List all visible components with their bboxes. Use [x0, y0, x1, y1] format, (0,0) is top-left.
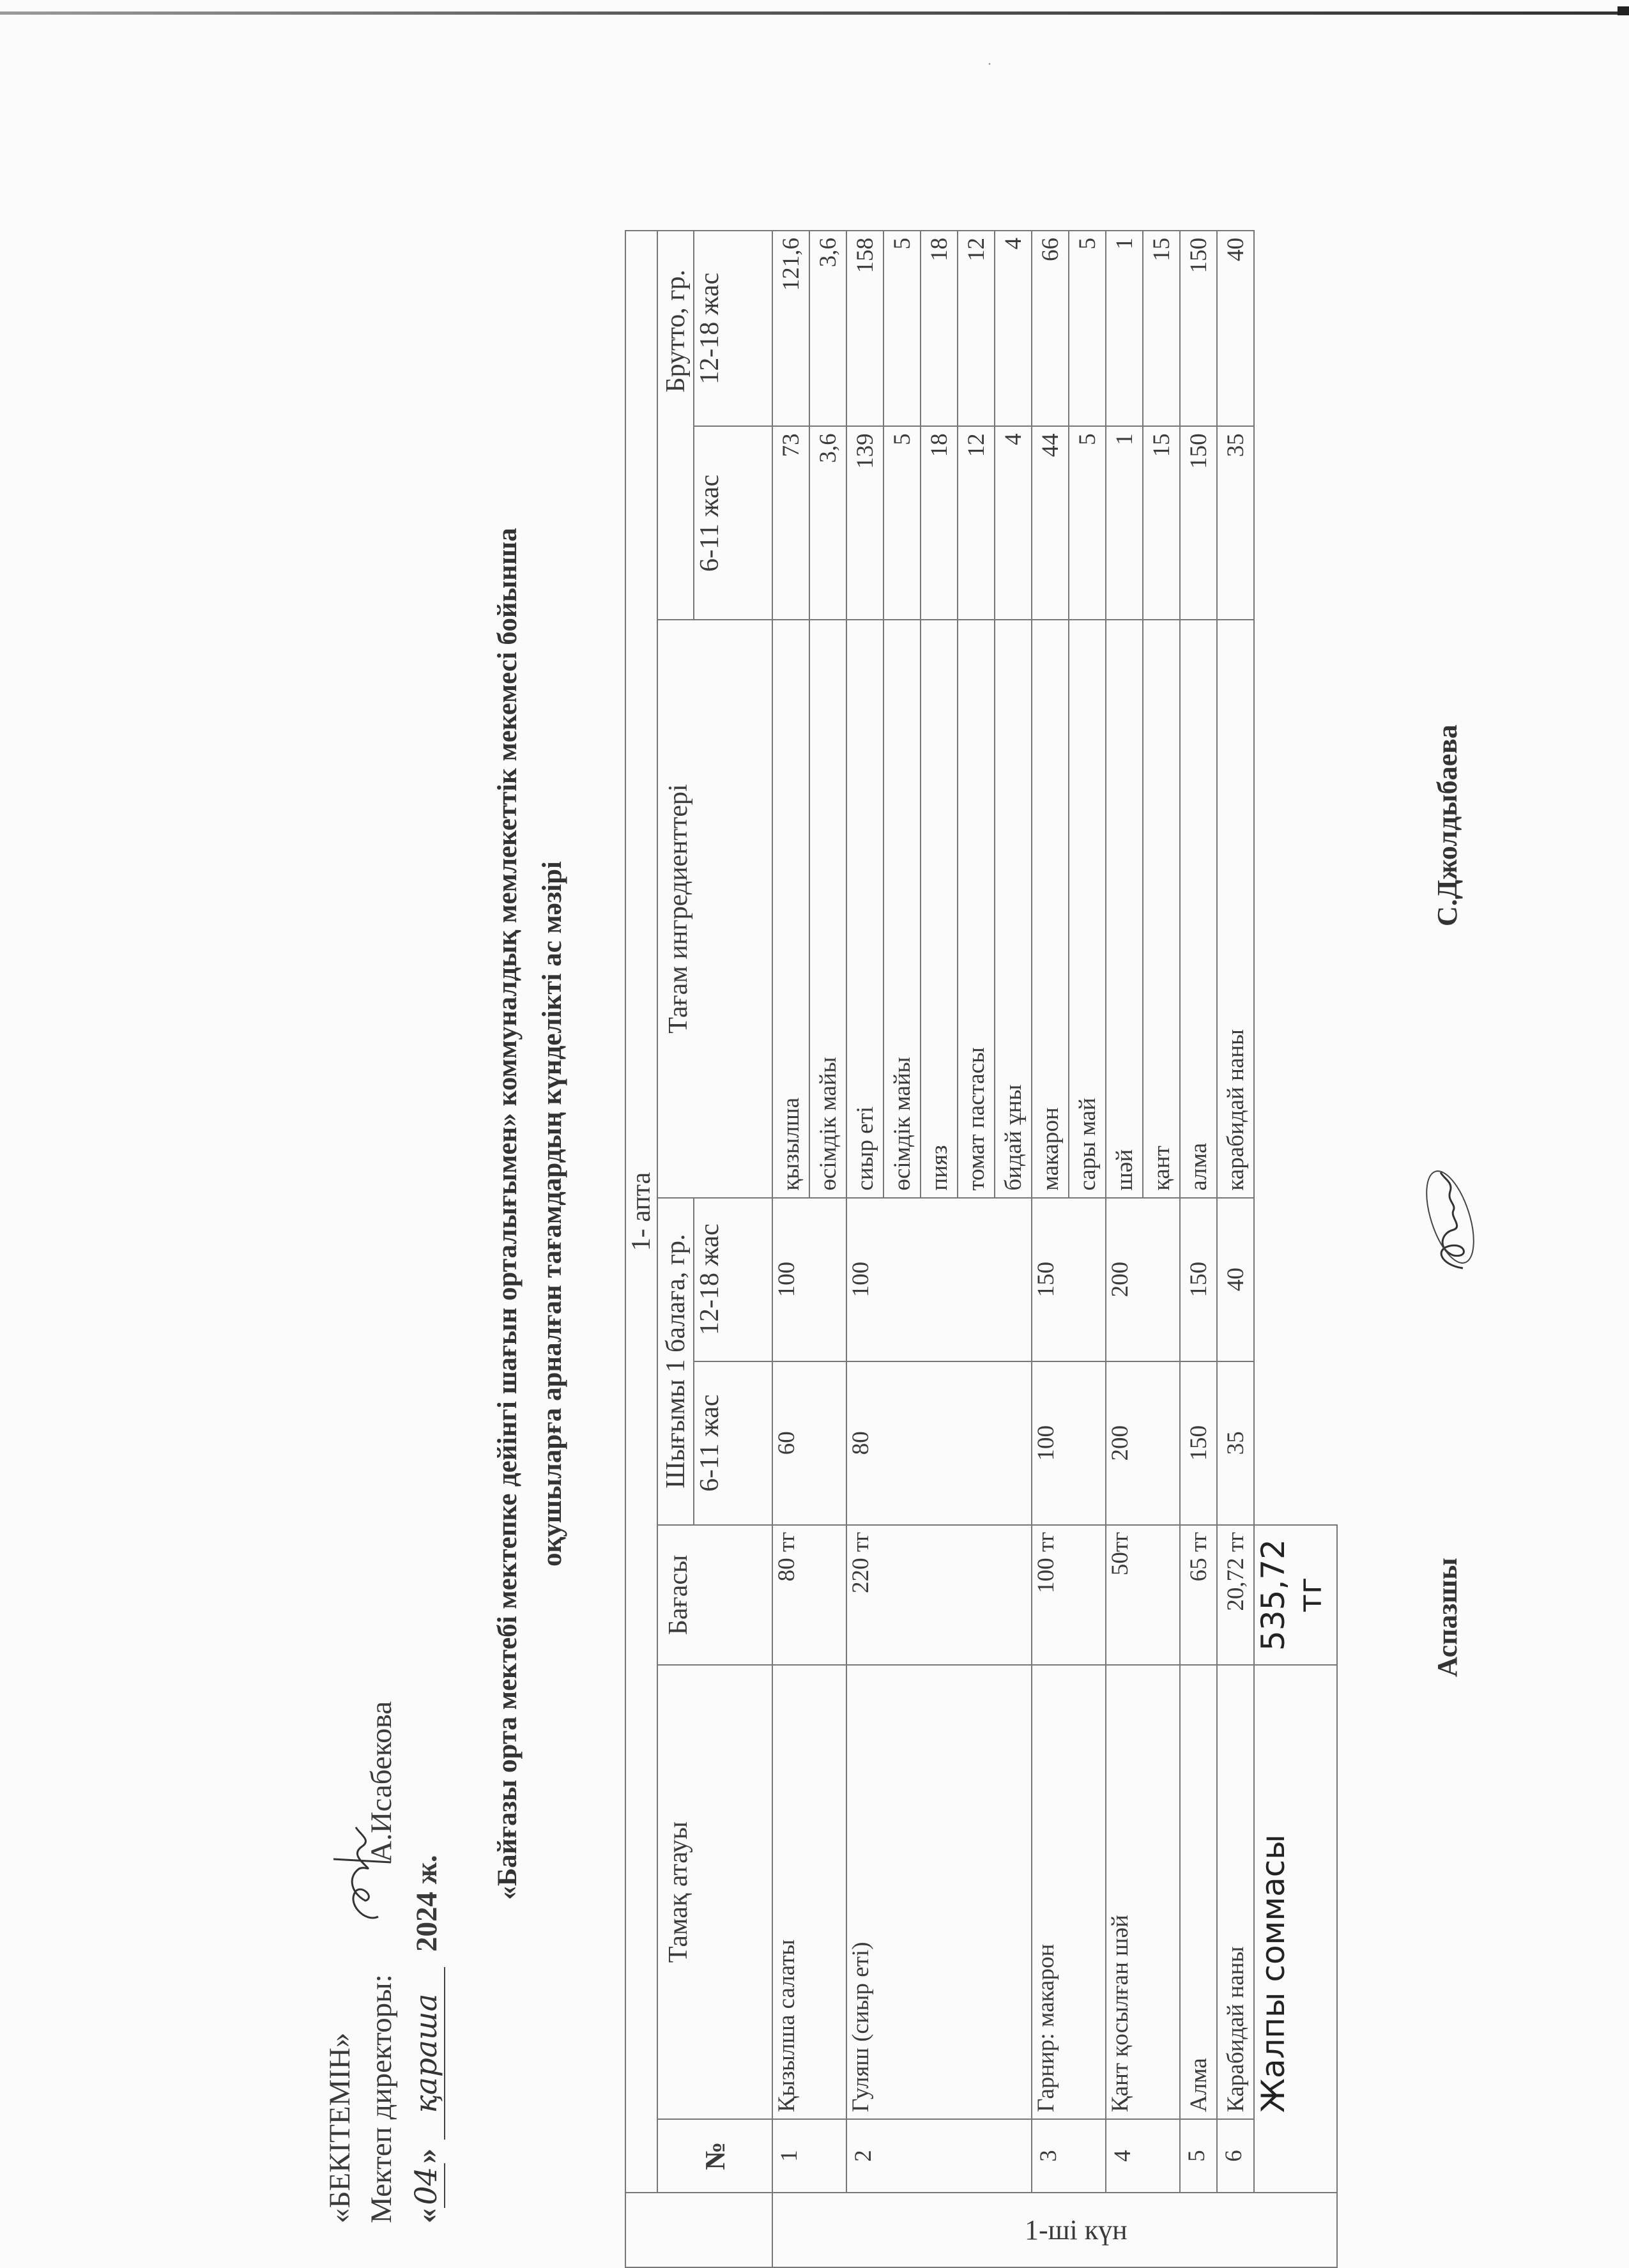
date-year: 2024 ж.	[410, 1855, 443, 1952]
ingredient: өсімдік майы	[809, 620, 846, 1197]
brutto-12-18: 1	[1106, 231, 1143, 426]
brutto-12-18: 66	[1032, 231, 1069, 426]
brutto-6-11: 35	[1217, 426, 1254, 620]
dish-name: Қант қосылған шәй	[1106, 1665, 1180, 2119]
dish-price: 220 тг	[846, 1525, 1032, 1665]
portion-12-18: 100	[846, 1198, 1032, 1361]
portion-6-11: 150	[1180, 1361, 1217, 1525]
portion-6-11: 100	[1032, 1361, 1106, 1525]
ingredient: пияз	[921, 620, 958, 1197]
dish-price: 80 тг	[772, 1525, 846, 1665]
ingredient: өсімдік майы	[883, 620, 921, 1197]
approval-title: «БЕКІТЕМІН»	[323, 2032, 356, 2223]
total-unit: тг	[1292, 1577, 1329, 1613]
brutto-6-11: 12	[958, 426, 995, 620]
header-dish-name: Тамақ атауы	[657, 1665, 772, 2119]
brutto-12-18: 40	[1217, 231, 1254, 426]
portion-6-11: 60	[772, 1361, 846, 1525]
date-open-quote: «	[410, 2208, 443, 2223]
row-number: 2	[846, 2119, 1032, 2193]
brutto-6-11: 4	[995, 426, 1032, 620]
ingredient: сиыр еті	[846, 620, 883, 1197]
brutto-12-18: 12	[958, 231, 995, 426]
dish-name: Гарнир: макарон	[1032, 1665, 1106, 2119]
portion-12-18: 40	[1217, 1198, 1254, 1361]
row-number: 3	[1032, 2119, 1106, 2193]
dish-name: Гуляш (сиыр еті)	[846, 1665, 1032, 2119]
total-spacer	[1254, 2119, 1337, 2193]
portion-6-11: 35	[1217, 1361, 1254, 1525]
total-label: Жалпы соммасы	[1254, 1665, 1337, 2119]
portion-6-11: 80	[846, 1361, 1032, 1525]
date-month: қараша	[409, 1967, 445, 2140]
brutto-6-11: 5	[1069, 426, 1106, 620]
brutto-6-11: 1	[1106, 426, 1143, 620]
ingredient: карабидай наны	[1217, 620, 1254, 1197]
total-empty-area	[1254, 231, 1337, 1525]
ingredient: бидай ұны	[995, 620, 1032, 1197]
cook-signature	[1415, 1169, 1485, 1278]
header-number: №	[657, 2119, 772, 2193]
header-ingredients: Тағам ингредиенттері	[657, 620, 772, 1197]
header-portion-12-18: 12-18 жас	[694, 1198, 772, 1361]
director-signature	[327, 1821, 397, 1929]
dish-price: 20,72 тг	[1217, 1525, 1254, 1665]
ingredient: макарон	[1032, 620, 1069, 1197]
dish-price: 50тг	[1106, 1525, 1180, 1665]
brutto-6-11: 139	[846, 426, 883, 620]
menu-table	[625, 230, 1338, 2268]
brutto-6-11: 18	[921, 426, 958, 620]
brutto-6-11: 3,6	[809, 426, 846, 620]
row-number: 4	[1106, 2119, 1180, 2193]
header-price: Бағасы	[657, 1525, 772, 1665]
ingredient: қант	[1143, 620, 1180, 1197]
cook-name: С.Джолдыбаева	[1432, 724, 1463, 926]
total-value-cell	[1254, 1525, 1337, 1665]
ingredient: қызылша	[772, 620, 809, 1197]
dish-name: Қызылша салаты	[772, 1665, 846, 2119]
brutto-12-18: 18	[921, 231, 958, 426]
ingredient: шәй	[1106, 620, 1143, 1197]
header-brutto-6-11: 6-11 жас	[694, 426, 772, 620]
brutto-6-11: 44	[1032, 426, 1069, 620]
brutto-12-18: 5	[883, 231, 921, 426]
dish-price: 100 тг	[1032, 1525, 1106, 1665]
dish-name: Карабидай наны	[1217, 1665, 1254, 2119]
brutto-6-11: 73	[772, 426, 809, 620]
scan-corner-mark	[1618, 6, 1629, 15]
dish-price: 65 тг	[1180, 1525, 1217, 1665]
header-portion-6-11: 6-11 жас	[694, 1361, 772, 1525]
brutto-6-11: 150	[1180, 426, 1217, 620]
portion-6-11: 200	[1106, 1361, 1180, 1525]
brutto-12-18: 15	[1143, 231, 1180, 426]
day-label: 1-ші күн	[1024, 2214, 1128, 2246]
brutto-6-11: 15	[1143, 426, 1180, 620]
approval-date	[409, 1855, 445, 2223]
brutto-12-18: 150	[1180, 231, 1217, 426]
brutto-6-11: 5	[883, 426, 921, 620]
header-brutto-12-18: 12-18 жас	[694, 231, 772, 426]
scan-edge-line	[0, 11, 1629, 15]
header-brutto: Брутто, гр.	[657, 231, 694, 620]
director-line	[364, 1701, 399, 2223]
date-day: 04	[409, 2164, 445, 2209]
scan-speck: ·	[987, 56, 992, 73]
date-close-quote: »	[410, 2149, 443, 2164]
header-blank-corner	[625, 2193, 772, 2267]
brutto-12-18: 158	[846, 231, 883, 426]
ingredient: сары май	[1069, 620, 1106, 1197]
row-number: 6	[1217, 2119, 1254, 2193]
portion-12-18: 200	[1106, 1198, 1180, 1361]
portion-12-18: 150	[1032, 1198, 1106, 1361]
total-value: 535,72	[1255, 1539, 1292, 1651]
brutto-12-18: 5	[1069, 231, 1106, 426]
document-sheet	[160, 160, 1463, 2268]
brutto-12-18: 4	[995, 231, 1032, 426]
document-heading-line-1: «Байғазы орта мектебі мектепке дейінгі шағын орталығымен» коммуналдық мемлекеттік мекемесі бойынша	[493, 528, 523, 1900]
row-number: 5	[1180, 2119, 1217, 2193]
header-portion: Шығымы 1 балаға, гр.	[657, 1198, 694, 1525]
portion-12-18: 150	[1180, 1198, 1217, 1361]
director-position: Мектеп директоры:	[365, 1974, 398, 2223]
dish-name: Алма	[1180, 1665, 1217, 2119]
cook-label: Аспазшы	[1432, 1558, 1463, 1677]
row-number: 1	[772, 2119, 846, 2193]
ingredient: алма	[1180, 620, 1217, 1197]
brutto-12-18: 3,6	[809, 231, 846, 426]
week-label: 1- апта	[625, 231, 657, 2193]
ingredient: томат пастасы	[958, 620, 995, 1197]
director-name: А.Исабекова	[365, 1701, 398, 1863]
portion-12-18: 100	[772, 1198, 846, 1361]
day-label-cell	[772, 2193, 1337, 2267]
brutto-12-18: 121,6	[772, 231, 809, 426]
document-heading-line-2: оқушыларға арналған тағамдардың күнделікті ас мәзірі	[537, 861, 567, 1567]
